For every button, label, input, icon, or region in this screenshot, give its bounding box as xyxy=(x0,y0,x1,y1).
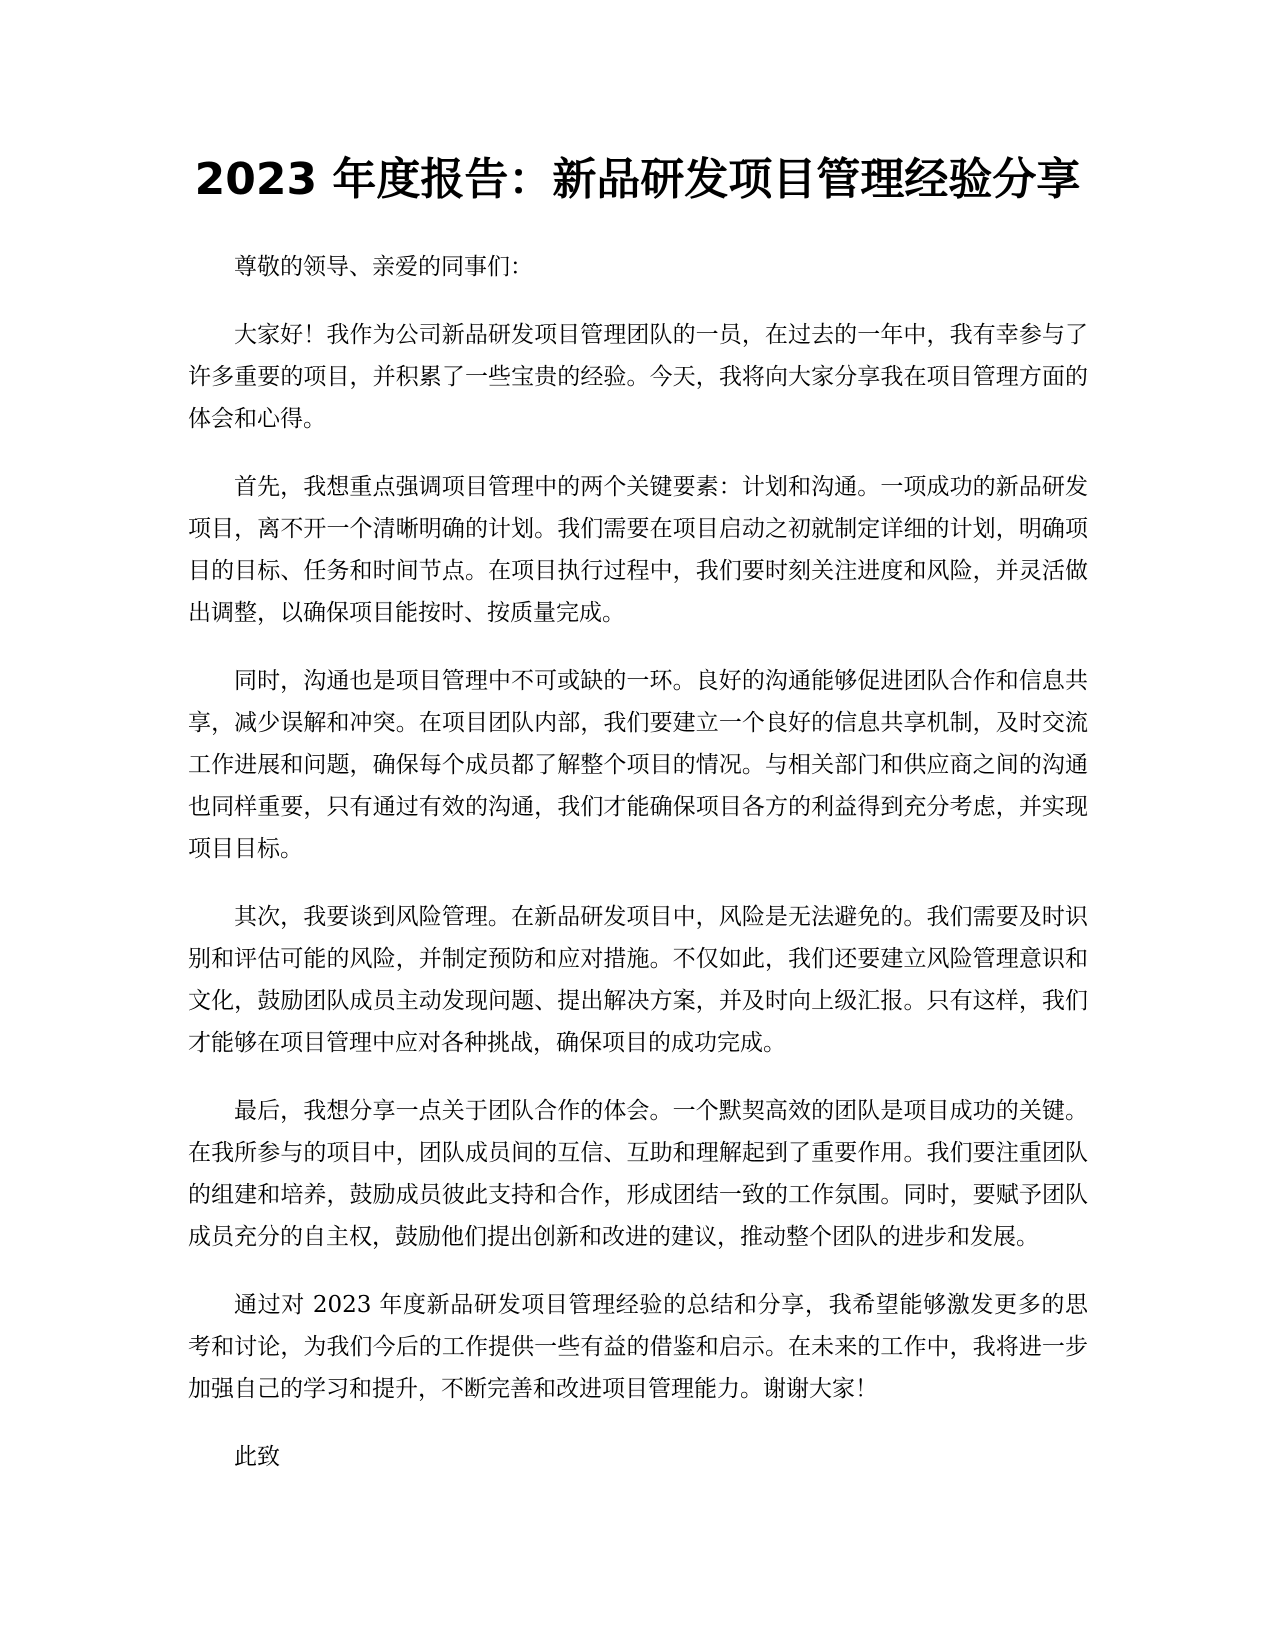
paragraph-planning: 首先，我想重点强调项目管理中的两个关键要素：计划和沟通。一项成功的新品研发项目，离不开一个清晰明确的计划。我们需要在项目启动之初就制定详细的计划，明确项目的目标、任务和时间节点。在项目执行过程中，我们要时刻关注进度和风险，并灵活做出调整，以确保项目能按时、按质量完成。 xyxy=(188,474,1088,626)
document-body xyxy=(188,246,1088,1504)
paragraph-conclusion: 通过对 2023 年度新品研发项目管理经验的总结和分享，我希望能够激发更多的思考和讨论，为我们今后的工作提供一些有益的借鉴和启示。在未来的工作中，我将进一步加强自己的学习和提升，不断完善和改进项目管理能力。谢谢大家！ xyxy=(188,1292,1088,1402)
document-title: 2023 年度报告：新品研发项目管理经验分享 xyxy=(194,154,1081,205)
paragraph-teamwork: 最后，我想分享一点关于团队合作的体会。一个默契高效的团队是项目成功的关键。在我所参与的项目中，团队成员间的互信、互助和理解起到了重要作用。我们要注重团队的组建和培养，鼓励成员彼此支持和合作，形成团结一致的工作氛围。同时，要赋予团队成员充分的自主权，鼓励他们提出创新和改进的建议，推动整个团队的进步和发展。 xyxy=(188,1098,1088,1250)
paragraph-risk-management: 其次，我要谈到风险管理。在新品研发项目中，风险是无法避免的。我们需要及时识别和评估可能的风险，并制定预防和应对措施。不仅如此，我们还要建立风险管理意识和文化，鼓励团队成员主动发现问题、提出解决方案，并及时向上级汇报。只有这样，我们才能够在项目管理中应对各种挑战，确保项目的成功完成。 xyxy=(188,904,1088,1056)
paragraph-greeting: 大家好！我作为公司新品研发项目管理团队的一员，在过去的一年中，我有幸参与了许多重要的项目，并积累了一些宝贵的经验。今天，我将向大家分享我在项目管理方面的体会和心得。 xyxy=(188,322,1088,432)
paragraph-communication: 同时，沟通也是项目管理中不可或缺的一环。良好的沟通能够促进团队合作和信息共享，减少误解和冲突。在项目团队内部，我们要建立一个良好的信息共享机制，及时交流工作进展和问题，确保每个成员都了解整个项目的情况。与相关部门和供应商之间的沟通也同样重要，只有通过有效的沟通，我们才能确保项目各方的利益得到充分考虑，并实现项目目标。 xyxy=(188,668,1088,862)
closing: 此致 xyxy=(234,1444,280,1470)
salutation: 尊敬的领导、亲爱的同事们： xyxy=(234,254,533,280)
